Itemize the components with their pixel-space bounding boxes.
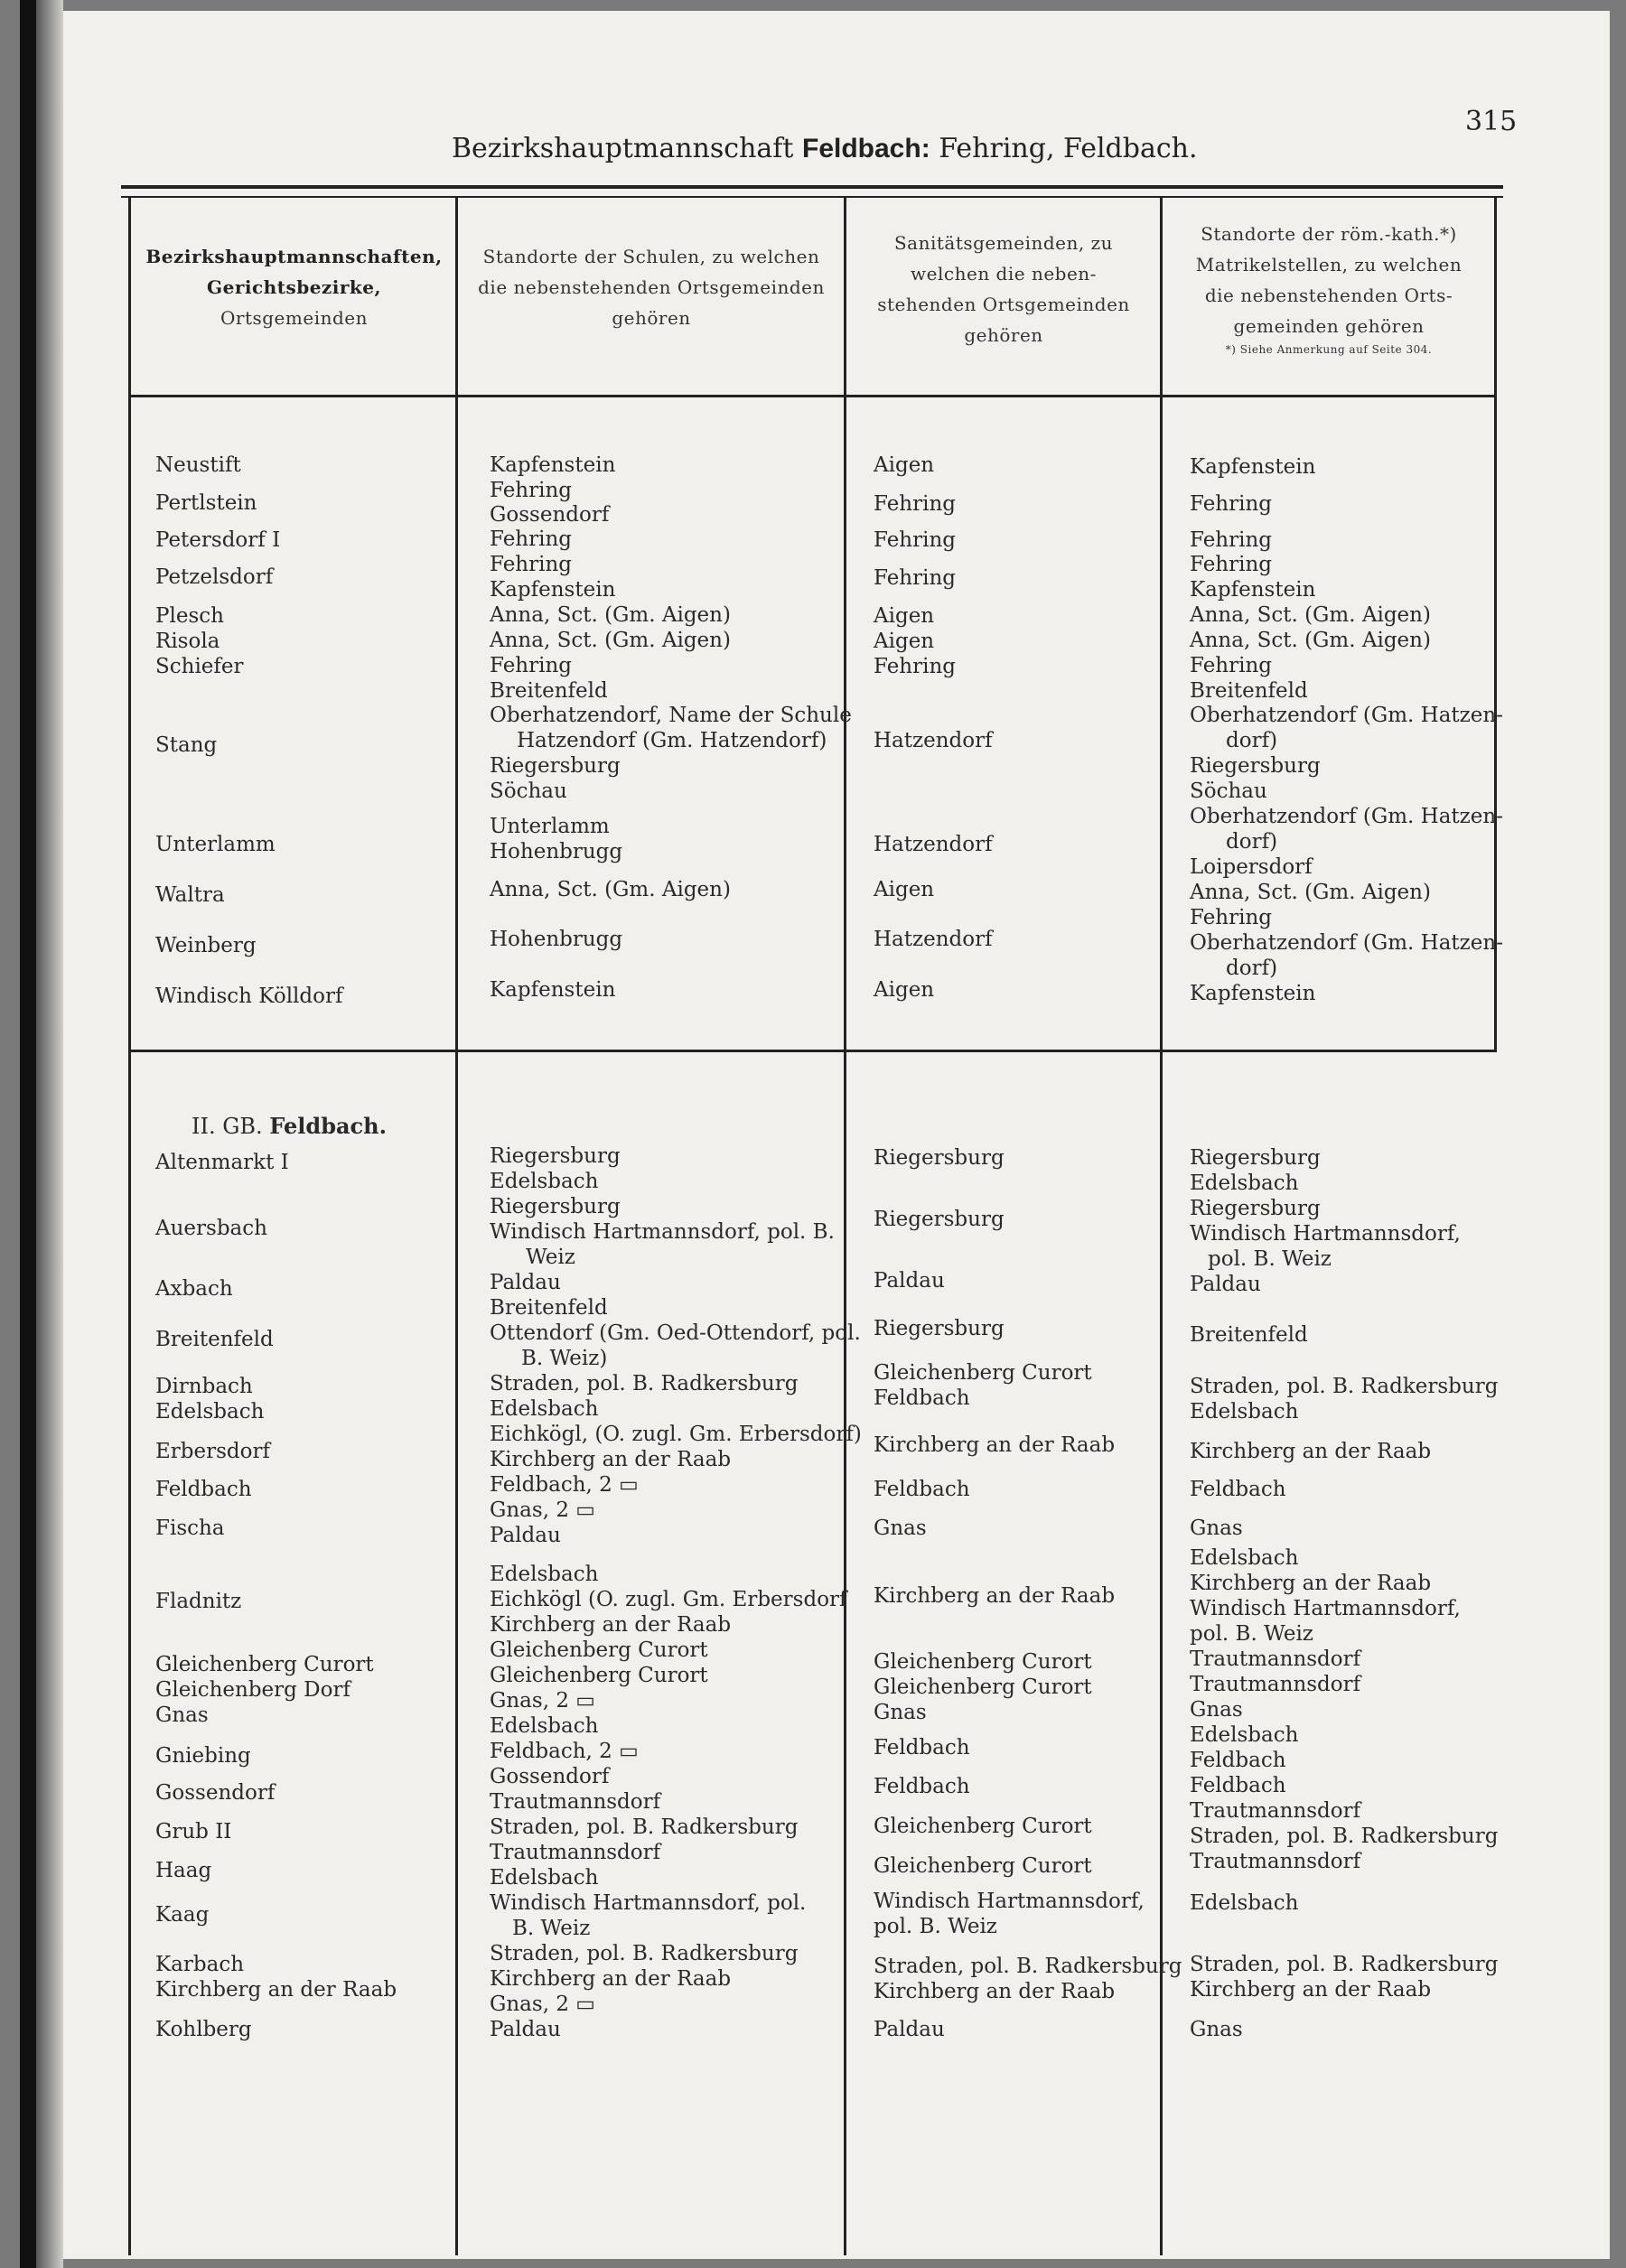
cell-c1: Kaag [155, 1903, 210, 1927]
column-heading-line: die nebenstehenden Orts- [1204, 285, 1453, 306]
cell-c2: Anna, Sct. (Gm. Aigen) [490, 603, 731, 627]
cell-c3: Riegersburg [874, 1208, 1005, 1231]
cell-c2: Trautmannsdorf [490, 1790, 661, 1814]
cell-c2: Windisch Hartmannsdorf, pol. B. [490, 1220, 835, 1244]
cell-c3: Aigen [874, 878, 935, 901]
cell-c1: Plesch [155, 604, 224, 628]
cell-c2: Eichkögl (O. zugl. Gm. Erbersdorf [490, 1588, 847, 1611]
cell-c1: Erbersdorf [155, 1440, 270, 1463]
cell-c2: Fehring [490, 654, 573, 677]
cell-c2: Straden, pol. B. Radkersburg [490, 1372, 799, 1395]
cell-c4: Kirchberg an der Raab [1190, 1572, 1432, 1595]
cell-c1: Pertlstein [155, 491, 257, 515]
cell-c3: Paldau [874, 1269, 945, 1293]
cell-c3: Hatzendorf [874, 928, 993, 951]
column-heading-line: stehenden Ortsgemeinden [877, 294, 1130, 315]
cell-c3: Gleichenberg Curort [874, 1854, 1092, 1878]
cell-c4: Windisch Hartmannsdorf, [1190, 1222, 1461, 1246]
cell-c4: pol. B. Weiz [1208, 1247, 1332, 1271]
running-head-prefix: Bezirkshauptmannschaft [452, 133, 794, 164]
cell-c2: B. Weiz [512, 1917, 591, 1940]
cell-c4: Trautmannsdorf [1190, 1850, 1361, 1873]
cell-c3: Aigen [874, 453, 935, 477]
page-number: 315 [1465, 106, 1518, 137]
cell-c3: Fehring [874, 655, 957, 678]
cell-c4: Oberhatzendorf (Gm. Hatzen- [1190, 704, 1503, 727]
cell-c2: Kirchberg an der Raab [490, 1448, 732, 1471]
cell-c1: Karbach [155, 1953, 245, 1976]
cell-c1: Schiefer [155, 655, 244, 678]
cell-c4: Loipersdorf [1190, 855, 1313, 879]
col-rule-3 [1160, 196, 1163, 2255]
cell-c2: Windisch Hartmannsdorf, pol. [490, 1891, 807, 1915]
cell-c4: Edelsbach [1190, 1400, 1299, 1423]
cell-c3: Kirchberg an der Raab [874, 1980, 1116, 2003]
column-heading-schulen [461, 241, 842, 333]
scan-edge [20, 0, 36, 2268]
cell-c1: Neustift [155, 453, 241, 477]
cell-c2: Hohenbrugg [490, 928, 623, 951]
cell-c2: Riegersburg [490, 1195, 621, 1218]
cell-c2: B. Weiz) [521, 1347, 608, 1370]
cell-c1: Feldbach [155, 1478, 252, 1501]
cell-c1: Gniebing [155, 1744, 251, 1768]
cell-c3: Feldbach [874, 1736, 970, 1759]
cell-c4: Trautmannsdorf [1190, 1673, 1361, 1696]
cell-c1: Waltra [155, 883, 225, 907]
cell-c1: Petersdorf I [155, 528, 281, 552]
cell-c4: Feldbach [1190, 1749, 1286, 1772]
table-top-rule-2 [121, 196, 1503, 198]
running-head-bold: Feldbach: [802, 134, 930, 163]
column-heading-ortsgemeinden [134, 241, 454, 333]
cell-c4: Riegersburg [1190, 1146, 1321, 1170]
cell-c1: Altenmarkt I [155, 1151, 289, 1174]
cell-c2: Straden, pol. B. Radkersburg [490, 1815, 799, 1839]
cell-c3: Windisch Hartmannsdorf, [874, 1890, 1145, 1913]
cell-c2: Edelsbach [490, 1714, 599, 1738]
cell-c3: Hatzendorf [874, 833, 993, 856]
cell-c4: Kirchberg an der Raab [1190, 1440, 1432, 1463]
cell-c3: Gnas [874, 1517, 927, 1540]
cell-c4: Fehring [1190, 553, 1273, 576]
cell-c4: dorf) [1226, 830, 1278, 854]
cell-c1: Windisch Kölldorf [155, 985, 343, 1008]
column-heading-sanitaet [849, 228, 1158, 350]
cell-c1: Grub II [155, 1820, 232, 1843]
cell-c2: Kapfenstein [490, 453, 616, 477]
cell-c1: Gnas [155, 1703, 209, 1727]
cell-c2: Kirchberg an der Raab [490, 1967, 732, 1991]
cell-c1: Kirchberg an der Raab [155, 1978, 397, 2002]
cell-c3: Gleichenberg Curort [874, 1361, 1092, 1385]
cell-c4: Kapfenstein [1190, 455, 1316, 479]
cell-c2: Unterlamm [490, 815, 610, 838]
cell-c2: Breitenfeld [490, 1296, 608, 1320]
cell-c2: Gossendorf [490, 1765, 610, 1788]
section-rule [128, 1050, 1497, 1052]
cell-c2: Gossendorf [490, 503, 610, 527]
cell-c4: Edelsbach [1190, 1171, 1299, 1195]
cell-c2: Riegersburg [490, 754, 621, 778]
document-page [20, 11, 1610, 2259]
cell-c2: Straden, pol. B. Radkersburg [490, 1942, 799, 1965]
cell-c4: Windisch Hartmannsdorf, [1190, 1597, 1461, 1620]
cell-c3: Aigen [874, 604, 935, 628]
cell-c3: Fehring [874, 528, 957, 552]
cell-c3: Feldbach [874, 1775, 970, 1798]
cell-c3: Fehring [874, 492, 957, 516]
cell-c4: Anna, Sct. (Gm. Aigen) [1190, 881, 1431, 904]
cell-c2: Breitenfeld [490, 679, 608, 703]
column-heading-line: Matrikelstellen, zu welchen [1195, 254, 1462, 275]
column-heading-line: Ortsgemeinden [220, 307, 368, 329]
cell-c4: Oberhatzendorf (Gm. Hatzen- [1190, 805, 1503, 828]
cell-c3: Feldbach [874, 1478, 970, 1501]
cell-c4: Edelsbach [1190, 1891, 1299, 1915]
cell-c2: Gleichenberg Curort [490, 1638, 708, 1662]
cell-c2: Riegersburg [490, 1144, 621, 1168]
cell-c3: Gleichenberg Curort [874, 1815, 1092, 1838]
column-heading-line: Gerichtsbezirke, [207, 276, 381, 298]
cell-c1: Fischa [155, 1517, 225, 1540]
cell-c1: Gossendorf [155, 1781, 276, 1805]
cell-c4: Kapfenstein [1190, 982, 1316, 1005]
cell-c3: Hatzendorf [874, 729, 993, 752]
cell-c4: Anna, Sct. (Gm. Aigen) [1190, 603, 1431, 627]
cell-c4: Oberhatzendorf (Gm. Hatzen- [1190, 931, 1503, 955]
cell-c2: Paldau [490, 2018, 561, 2041]
cell-c1: Breitenfeld [155, 1328, 274, 1351]
cell-c4: Straden, pol. B. Radkersburg [1190, 1953, 1499, 1976]
cell-c4: Kirchberg an der Raab [1190, 1978, 1432, 2002]
table-top-rule [121, 185, 1503, 189]
cell-c4: Gnas [1190, 2018, 1243, 2041]
table-right-rule [1494, 196, 1497, 1050]
column-heading-line: gehören [964, 324, 1043, 346]
cell-c3: Kirchberg an der Raab [874, 1433, 1116, 1457]
column-heading-line: Sanitätsgemeinden, zu [893, 232, 1114, 254]
cell-c3: Gleichenberg Curort [874, 1650, 1092, 1674]
cell-c2: Kirchberg an der Raab [490, 1613, 732, 1637]
cell-c2: Paldau [490, 1271, 561, 1294]
cell-c3: Fehring [874, 566, 957, 590]
cell-c4: Gnas [1190, 1517, 1243, 1540]
running-head [452, 133, 1198, 164]
cell-c2: Feldbach, 2 ▭ [490, 1473, 639, 1497]
cell-c4: dorf) [1226, 957, 1278, 980]
column-heading-line: gehören [612, 307, 691, 329]
cell-c4: Straden, pol. B. Radkersburg [1190, 1375, 1499, 1398]
cell-c2: Weiz [526, 1246, 575, 1269]
header-bottom-rule [128, 395, 1497, 397]
cell-c2: Söchau [490, 779, 567, 803]
cell-c4: Gnas [1190, 1698, 1243, 1722]
cell-c4: Straden, pol. B. Radkersburg [1190, 1825, 1499, 1848]
cell-c1: Dirnbach [155, 1375, 253, 1398]
cell-c4: dorf) [1226, 729, 1278, 752]
cell-c2: Fehring [490, 479, 573, 502]
cell-c1: Risola [155, 630, 220, 653]
cell-c1: Unterlamm [155, 833, 276, 856]
cell-c3: Straden, pol. B. Radkersburg [874, 1955, 1182, 1978]
cell-c4: Fehring [1190, 528, 1273, 552]
cell-c2: Eichkögl, (O. zugl. Gm. Erbersdorf) [490, 1423, 862, 1446]
cell-c2: Gnas, 2 ▭ [490, 1993, 595, 2016]
cell-c2: Kapfenstein [490, 978, 616, 1002]
cell-c4: Fehring [1190, 654, 1273, 677]
cell-c4: Breitenfeld [1190, 1323, 1308, 1347]
cell-c3: Aigen [874, 978, 935, 1002]
column-heading-footnote: *) Siehe Anmerkung auf Seite 304. [1225, 343, 1433, 356]
cell-c4: Feldbach [1190, 1478, 1286, 1501]
cell-c3: Aigen [874, 630, 935, 653]
running-head-suffix: Fehring, Feldbach. [939, 133, 1198, 164]
cell-c2: Edelsbach [490, 1397, 599, 1421]
cell-c2: Ottendorf (Gm. Oed-Ottendorf, pol. [490, 1321, 861, 1345]
cell-c2: Hohenbrugg [490, 840, 623, 863]
cell-c2: Fehring [490, 553, 573, 576]
cell-c1: Petzelsdorf [155, 565, 274, 589]
cell-c2: Edelsbach [490, 1866, 599, 1890]
cell-c3: Feldbach [874, 1386, 970, 1410]
cell-c2: Paldau [490, 1524, 561, 1547]
cell-c1: Stang [155, 733, 218, 757]
col-rule-2 [844, 196, 846, 2255]
cell-c3: Gleichenberg Curort [874, 1675, 1092, 1699]
cell-c3: Riegersburg [874, 1146, 1005, 1170]
cell-c2: Anna, Sct. (Gm. Aigen) [490, 629, 731, 652]
cell-c4: Trautmannsdorf [1190, 1647, 1361, 1671]
cell-c4: Paldau [1190, 1273, 1261, 1296]
column-heading-line: welchen die neben- [911, 263, 1097, 285]
cell-c4: Söchau [1190, 779, 1267, 803]
column-heading-line: Standorte der Schulen, zu welchen [482, 246, 820, 267]
cell-c2: Hatzendorf (Gm. Hatzendorf) [517, 729, 827, 752]
cell-c2: Gnas, 2 ▭ [490, 1498, 595, 1522]
cell-c2: Edelsbach [490, 1170, 599, 1193]
cell-c4: Kapfenstein [1190, 578, 1316, 602]
cell-c4: pol. B. Weiz [1190, 1622, 1313, 1646]
col-rule-1 [455, 196, 458, 2255]
column-heading-matrikel [1165, 219, 1492, 358]
cell-c4: Fehring [1190, 906, 1273, 929]
column-heading-line: Standorte der röm.-kath.*) [1201, 223, 1457, 245]
cell-c2: Feldbach, 2 ▭ [490, 1740, 639, 1763]
cell-c4: Riegersburg [1190, 754, 1321, 778]
cell-c4: Anna, Sct. (Gm. Aigen) [1190, 629, 1431, 652]
cell-c3: Kirchberg an der Raab [874, 1584, 1116, 1608]
cell-c2: Gnas, 2 ▭ [490, 1689, 595, 1713]
cell-c4: Feldbach [1190, 1774, 1286, 1797]
cell-c1: Edelsbach [155, 1400, 265, 1423]
cell-c2: Edelsbach [490, 1563, 599, 1586]
cell-c4: Trautmannsdorf [1190, 1799, 1361, 1823]
cell-c2: Anna, Sct. (Gm. Aigen) [490, 878, 731, 901]
cell-c3: pol. B. Weiz [874, 1915, 997, 1938]
cell-c1: Axbach [155, 1277, 233, 1301]
cell-c4: Fehring [1190, 492, 1273, 516]
cell-c1: Weinberg [155, 934, 257, 957]
cell-c4: Edelsbach [1190, 1546, 1299, 1570]
cell-c1: Auersbach [155, 1217, 267, 1240]
column-heading-line: gemeinden gehören [1233, 315, 1425, 337]
cell-c2: Gleichenberg Curort [490, 1664, 708, 1687]
cell-c2: Kapfenstein [490, 578, 616, 602]
column-heading-line: Bezirkshauptmannschaften, [145, 246, 443, 267]
section-heading: II. GB. Feldbach. [192, 1113, 387, 1139]
cell-c1: Gleichenberg Dorf [155, 1678, 350, 1702]
table-left-rule [128, 196, 131, 2255]
cell-c3: Gnas [874, 1701, 927, 1724]
cell-c2: Trautmannsdorf [490, 1841, 661, 1864]
cell-c1: Kohlberg [155, 2018, 252, 2041]
cell-c3: Riegersburg [874, 1317, 1005, 1340]
column-heading-line: die nebenstehenden Ortsgemeinden [478, 276, 825, 298]
cell-c1: Haag [155, 1859, 212, 1882]
cell-c2: Oberhatzendorf, Name der Schule [490, 704, 852, 727]
cell-c4: Riegersburg [1190, 1197, 1321, 1220]
cell-c1: Gleichenberg Curort [155, 1653, 374, 1676]
scan-shadow [36, 0, 63, 2268]
cell-c4: Edelsbach [1190, 1723, 1299, 1747]
cell-c1: Fladnitz [155, 1590, 242, 1613]
cell-c3: Paldau [874, 2018, 945, 2041]
cell-c4: Breitenfeld [1190, 679, 1308, 703]
cell-c2: Fehring [490, 527, 573, 551]
